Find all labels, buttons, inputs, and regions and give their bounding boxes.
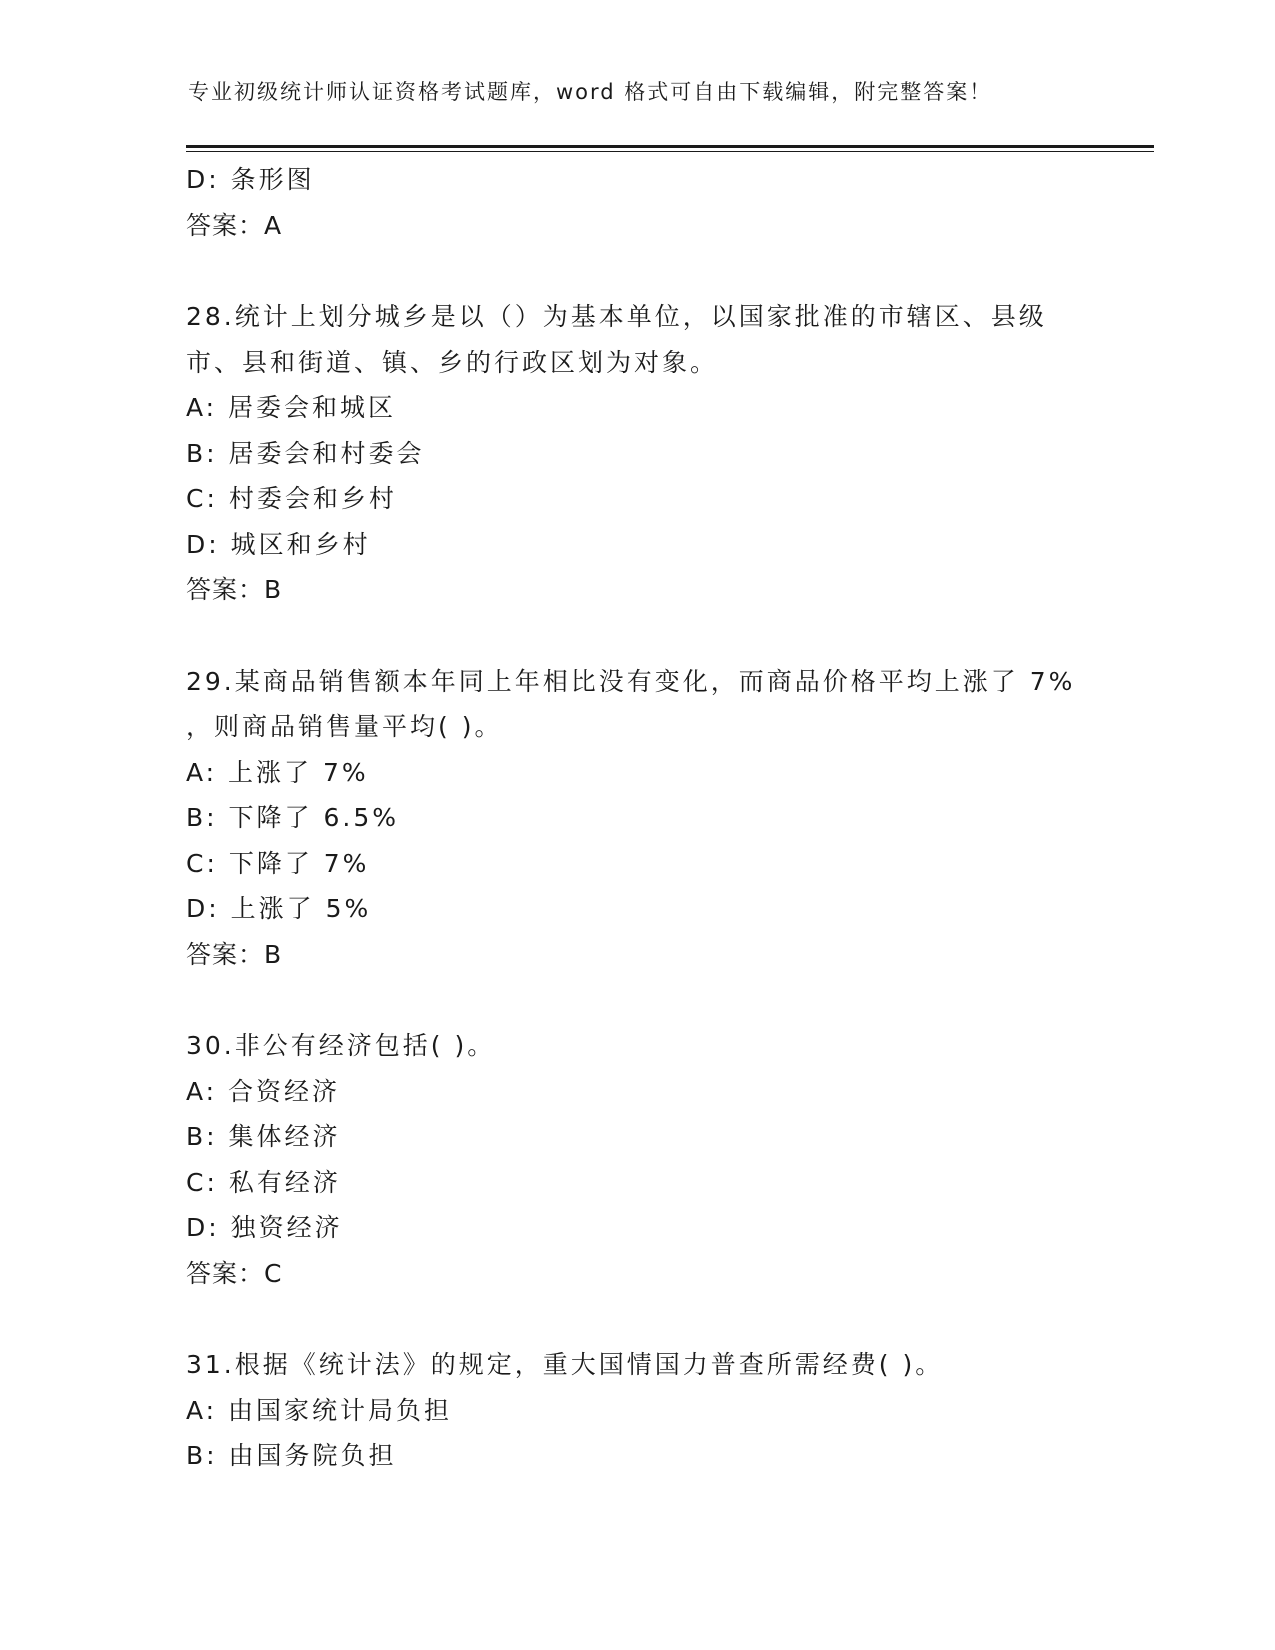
option-d: D: 独资经济 bbox=[186, 1213, 343, 1242]
answer: 答案：C bbox=[186, 1258, 283, 1288]
option-d: D: 上涨了 5% bbox=[186, 894, 372, 923]
question-stem: 30.非公有经济包括( )。 bbox=[186, 1031, 496, 1060]
option-a: A: 由国家统计局负担 bbox=[186, 1395, 453, 1425]
option-b: B: 居委会和村委会 bbox=[186, 438, 425, 468]
spacer bbox=[186, 977, 1086, 1023]
option-c: C: 下降了 7% bbox=[186, 848, 370, 878]
spacer bbox=[186, 613, 1086, 659]
option-d: D: 条形图 bbox=[186, 165, 315, 194]
question-30 bbox=[186, 1023, 1086, 1296]
question-stem: 29.某商品销售额本年同上年相比没有变化，而商品价格平均上涨了 7% bbox=[186, 666, 1076, 696]
question-stem: 28.统计上划分城乡是以（）为基本单位，以国家批准的市辖区、县级 bbox=[186, 302, 1047, 331]
question-stem: 31.根据《统计法》的规定，重大国情国力普查所需经费( )。 bbox=[186, 1350, 944, 1379]
answer: 答案：A bbox=[186, 210, 283, 240]
question-29 bbox=[186, 659, 1086, 978]
page-header: 专业初级统计师认证资格考试题库，word 格式可自由下载编辑，附完整答案！ bbox=[188, 80, 993, 104]
question-31 bbox=[186, 1342, 1086, 1479]
question-28 bbox=[186, 294, 1086, 613]
question-stem-continued: ，则商品销售量平均( )。 bbox=[186, 712, 503, 741]
option-a: A: 上涨了 7% bbox=[186, 757, 369, 787]
answer: 答案：B bbox=[186, 575, 283, 604]
option-b: B: 集体经济 bbox=[186, 1122, 341, 1151]
option-a: A: 居委会和城区 bbox=[186, 393, 397, 422]
answer: 答案：B bbox=[186, 939, 283, 969]
option-c: C: 私有经济 bbox=[186, 1167, 341, 1197]
option-b: B: 由国务院负担 bbox=[186, 1441, 397, 1470]
document-body bbox=[186, 157, 1086, 1479]
option-c: C: 村委会和乡村 bbox=[186, 484, 397, 513]
spacer bbox=[186, 248, 1086, 294]
option-d: D: 城区和乡村 bbox=[186, 529, 371, 559]
question-stem-continued: 市、县和街道、镇、乡的行政区划为对象。 bbox=[186, 347, 719, 377]
header-rule-thick bbox=[186, 145, 1154, 148]
option-b: B: 下降了 6.5% bbox=[186, 803, 399, 832]
option-a: A: 合资经济 bbox=[186, 1076, 341, 1106]
header-rule-thin bbox=[186, 151, 1154, 152]
spacer bbox=[186, 1296, 1086, 1342]
